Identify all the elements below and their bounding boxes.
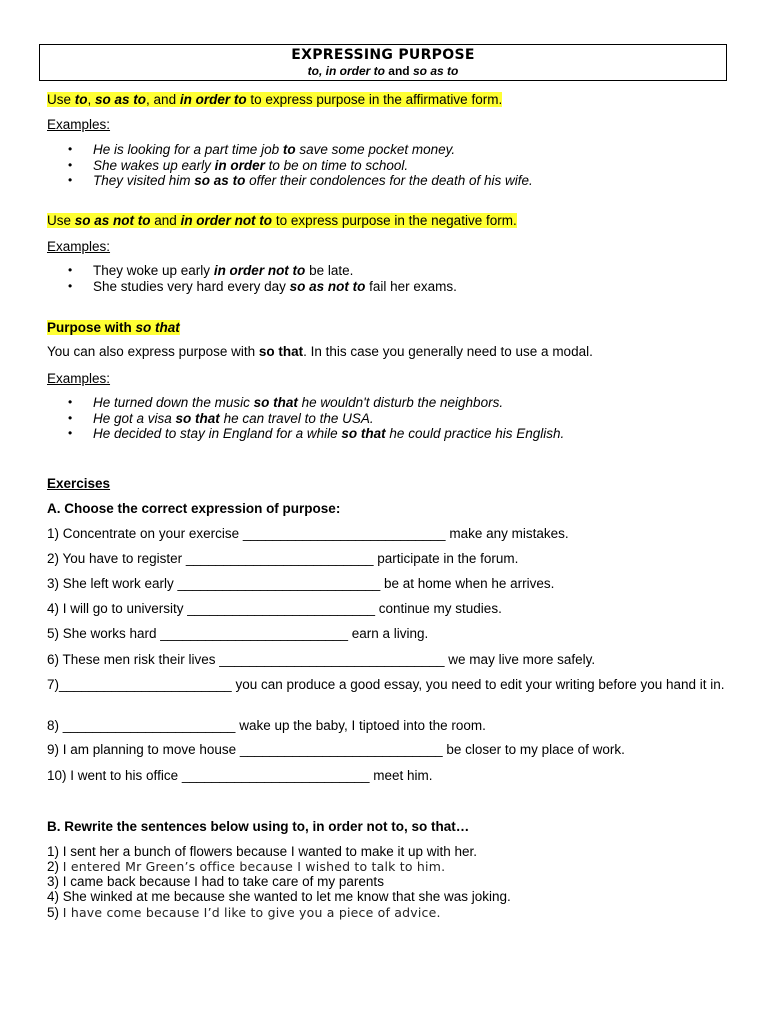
exercise-item: 2) You have to register _________________________ participate in the forum. [47,551,519,566]
subtitle-part: to, in order to [307,64,385,78]
rule-text: Use [47,213,75,228]
list-item [47,142,533,158]
example-text: They visited him [93,173,195,188]
rewrite-item [47,905,441,920]
example-text: They woke up early [93,263,214,278]
rewrite-number: 1) [47,844,63,859]
intro-keyword: so that [258,344,304,359]
example-text: be late. [305,263,354,278]
list-item [47,395,564,411]
rewrite-text: I came back because I had to take care of my parents [62,874,384,889]
list-item [47,411,564,427]
exercise-item: 9) I am planning to move house ___________________________ be closer to my place of work. [47,742,625,757]
subtitle-part: and [384,64,413,78]
rewrite-number: 4) [47,889,63,904]
heading-text: Purpose with [47,320,136,335]
list-item [47,279,457,295]
example-keyword: to [282,142,296,157]
intro-text: . In this case you generally need to use a modal. [303,344,593,359]
rule-text: , [87,92,96,107]
list-item [47,263,457,279]
intro-text: You can also express purpose with [47,344,259,359]
example-keyword: so as to [194,173,246,188]
rule-keyword: so as to [95,92,147,107]
exercise-item: 10) I went to his office _________________________ meet him. [47,768,433,783]
rewrite-number: 2) [47,859,63,874]
highlighted-heading [47,320,180,335]
exercise-item: 8) _______________________ wake up the baby, I tiptoed into the room. [47,718,486,733]
exercise-item: 1) Concentrate on your exercise ___________________________ make any mistakes. [47,526,569,541]
rewrite-item [47,844,477,859]
example-keyword: so as not to [289,278,366,294]
rule-keyword: in order not to [180,213,273,228]
rule-text: , and [146,92,180,107]
example-text: he could practice his English. [385,426,565,441]
examples-label: Examples: [47,239,111,254]
example-text: She studies very hard every day [93,278,290,294]
rewrite-text: I sent her a bunch of flowers because I wanted to make it up with her. [62,844,478,859]
rewrite-number: 3) [47,874,63,889]
rule-keyword: so as not to [74,213,151,228]
example-keyword: in order not to [213,263,306,278]
example-text: She wakes up early [93,157,215,173]
example-keyword: so that [341,426,386,441]
subtitle-part: so as to [412,64,459,78]
exercise-item: 3) She left work early ___________________________ be at home when he arrives. [47,576,555,591]
title-box [39,44,727,81]
rewrite-item [47,859,445,874]
rewrite-text: She winked at me because she wanted to let me know that she was joking. [62,889,511,904]
exercise-item: 6) These men risk their lives ______________________________ we may live more safely. [47,652,596,667]
so-that-heading [47,320,180,336]
rewrite-item [47,889,511,904]
examples-label: Examples: [47,117,111,132]
rewrite-text: I entered Mr Green’s office because I wished to talk to him. [62,859,446,874]
list-item [47,426,564,442]
rule-text: to express purpose in the affirmative form. [246,92,503,107]
example-text: he wouldn't disturb the neighbors. [297,395,504,410]
affirmative-examples [47,142,533,189]
example-text: to be on time to school. [264,157,409,173]
rule-keyword: in order to [179,92,247,107]
exercise-item: 4) I will go to university _________________________ continue my studies. [47,601,502,616]
part-b-title: B. Rewrite the sentences below using to, in order not to, so that… [47,819,470,834]
exercise-item: 5) She works hard _________________________ earn a living. [47,626,429,641]
example-text: He got a visa [93,410,176,426]
rewrite-number: 5) [47,905,63,920]
so-that-examples [47,395,564,442]
page-title: EXPRESSING PURPOSE [291,47,475,63]
so-that-intro [47,344,593,360]
list-item [47,173,533,189]
highlighted-rule [47,92,502,107]
example-keyword: in order [214,157,265,173]
exercises-heading: Exercises [47,476,111,491]
rule-keyword: to [74,92,88,107]
rule-text: to express purpose in the negative form. [272,213,517,228]
example-text: He is looking for a part time job [93,142,283,157]
examples-label: Examples: [47,371,111,386]
example-text: save some pocket money. [295,142,456,157]
example-text: fail her exams. [365,278,457,294]
negative-rule [47,213,517,229]
exercise-item: 7)_______________________ you can produce a good essay, you need to edit your writing before you hand it in. [47,677,725,692]
example-keyword: so that [253,395,298,410]
example-text: he can travel to the USA. [219,410,374,426]
list-item [47,158,533,174]
rewrite-item [47,874,384,889]
rule-text: Use [47,92,75,107]
rule-text: and [150,213,181,228]
rewrite-text: I have come because I’d like to give you a piece of advice. [62,905,441,920]
example-keyword: so that [175,410,220,426]
negative-examples [47,263,457,294]
page-subtitle [40,64,726,79]
heading-keyword: so that [135,320,180,335]
affirmative-rule [47,92,502,108]
part-a-title: A. Choose the correct expression of purpose: [47,501,341,516]
example-text: offer their condolences for the death of his wife. [245,173,533,188]
example-text: He decided to stay in England for a while [93,426,342,441]
example-text: He turned down the music [93,395,254,410]
highlighted-rule [47,213,517,228]
